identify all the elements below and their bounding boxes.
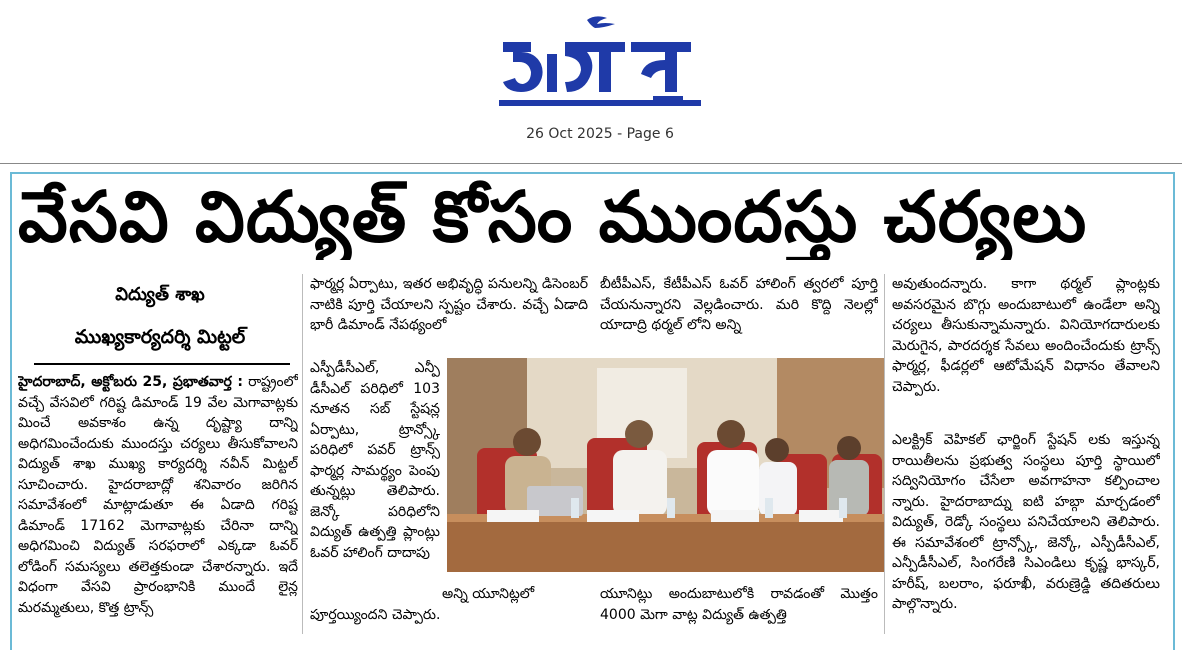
masthead-divider (0, 163, 1182, 164)
article-clipping (10, 172, 1175, 650)
deck-line-2: ముఖ్యకార్యదర్శి మిట్టల్ (74, 326, 246, 348)
article-dateline-lead: హైదరాబాద్, అక్టోబరు 25, ప్రభాతవార్త : (18, 374, 243, 390)
column-2-top-text: ఫార్మర్ల ఏర్పాటు, ఇతర అభివృద్ధి పనులన్ని డిసెంబర్ నాటికి పూర్తి చేయాలని స్పష్టం చేశారు. వచ్చే ఏడాది భారీ డిమాండ్ నేపథ్యంలో (310, 276, 588, 333)
column-4-text-1: అవుతుందన్నారు. కాగా థర్మల్ ప్లాంట్లకు అవసరమైన బొగ్గు అందుబాటులో ఉండేలా అన్ని చర్యలు తీసుకున్నామన్నారు. వినియోగదారులకు మెరుగైన, పారదర్శక సేవలు అందించేందుకు ట్రాన్స్ ఫార్మర్ల, ఫీడర్లలో ఆటోమేషన్ విధానం తేవాలని చెప్పారు. (892, 276, 1160, 395)
article-column-1 (18, 372, 298, 632)
page-dateline: 26 Oct 2025 - Page 6 (526, 126, 674, 142)
masthead (0, 0, 1200, 160)
column-2-bottom-text: పూర్తయ్యిందని చెప్పారు. (310, 607, 441, 623)
article-column-4 (892, 274, 1160, 424)
column-1-text: రాష్ట్రంలో వచ్చే వేసవిలో గరిష్ట డిమాండ్ 19 వేల మెగావాట్లకు మించే అవకాశం ఉన్న దృష్ట్యా దాన్ని అధిగమించేందుకు ముందస్తు చర్యలు తీసుకోవాలని విద్యుత్ శాఖ ముఖ్య కార్యదర్శి నవీన్ మిట్టల్ సూచించారు. హైదరాబాద్లో శనివారం జరిగిన సమావేశంలో మాట్లాడుతూ ఈ ఏడాది గరిష్ట డిమాండ్ 17162 మెగావాట్లకు చేరినా దాన్ని అధిగమించి విద్యుత్ సరఫరాలో ఎక్కడా ఓవర్ లోడింగ్ సమస్యలు తలెత్తకుండా చేశారన్నారు. ఇదే విధంగా వేసవి ప్రారంభానికి ముందే లైన్ల మరమ్మతులు, కొత్త ట్రాన్స్ (18, 374, 298, 616)
article-headline: వేసవి విద్యుత్ కోసం ముందస్తు చర్యలు (18, 175, 1088, 258)
article-column-2-mid (310, 358, 440, 584)
article-column-2-top (310, 274, 588, 358)
varta-logo (495, 12, 705, 112)
deck-underline (34, 363, 290, 365)
column-separator-1 (302, 274, 303, 634)
article-column-3-top (600, 274, 878, 358)
meeting-photo (447, 358, 885, 572)
column-2-mid-text: ఎస్పీడీసీఎల్, ఎన్పీ డీసీఎల్ పరిధిలో 103 నూతన సబ్ స్టేషన్ల ఏర్పాటు, ట్రాన్స్కో పరిధిలో పవర్ ట్రాన్స్ ఫార్మర్ల సామర్థ్యం పెంపు తున్నట్లు తెలిపారు. జెన్కో పరిధిలోని విద్యుత్ ఉత్పత్తి ప్లాంట్లు ఓవర్ హాలింగ్ దాదాపు (310, 360, 440, 561)
spanning-text-line: అన్ని యూనిట్లలో (442, 586, 535, 602)
column-3-top-text: బీటీపీఎస్, కేటీపీఎస్ ఓవర్ హాలింగ్ త్వరలో పూర్తి చేయనున్నారని వెల్లడించారు. మరి కొద్ది నెలల్లో యాదాద్రి థర్మల్ లోని అన్ని (600, 276, 878, 333)
article-column-4b (892, 430, 1160, 630)
spanning-text (442, 584, 592, 606)
column-3-bottom-text: యూనిట్లు అందుబాటులోకి రావడంతో మొత్తం 4000 మెగా వాట్ల విద్యుత్ ఉత్పత్తి (600, 586, 878, 623)
article-column-2-bottom (310, 605, 588, 629)
column-4-text-2: ఎలక్ట్రిక్ వెహికల్ ఛార్జింగ్ స్టేషన్ లకు ఇస్తున్న రాయితీలను ప్రభుత్వ సంస్థలు పూర్తి స్థాయిలో సద్వినియోగం చేసేలా అవగాహనా కల్పించాల న్నారు. హైదరాబాద్ను ఐటి హబ్గా మార్చడంలో విద్యుత్, రెడ్కో సంస్థలు పనిచేయాలని తెలిపారు. ఈ సమావేశంలో ట్రాన్స్కో, జెన్కో, ఎస్పీడీసీఎల్, ఎన్పీడీసీఎల్, సింగరేణి సిఎండిలు కృష్ణ భాస్కర్, హరీష్, బలరాం, ఫరూఖీ, వరుణ్రెడ్డి తదితరులు పాల్గొన్నారు. (892, 432, 1160, 612)
column-separator-2 (884, 274, 885, 634)
article-column-3-bottom (600, 584, 878, 632)
deck-line-1: విద్యుత్ శాఖ (115, 284, 205, 305)
